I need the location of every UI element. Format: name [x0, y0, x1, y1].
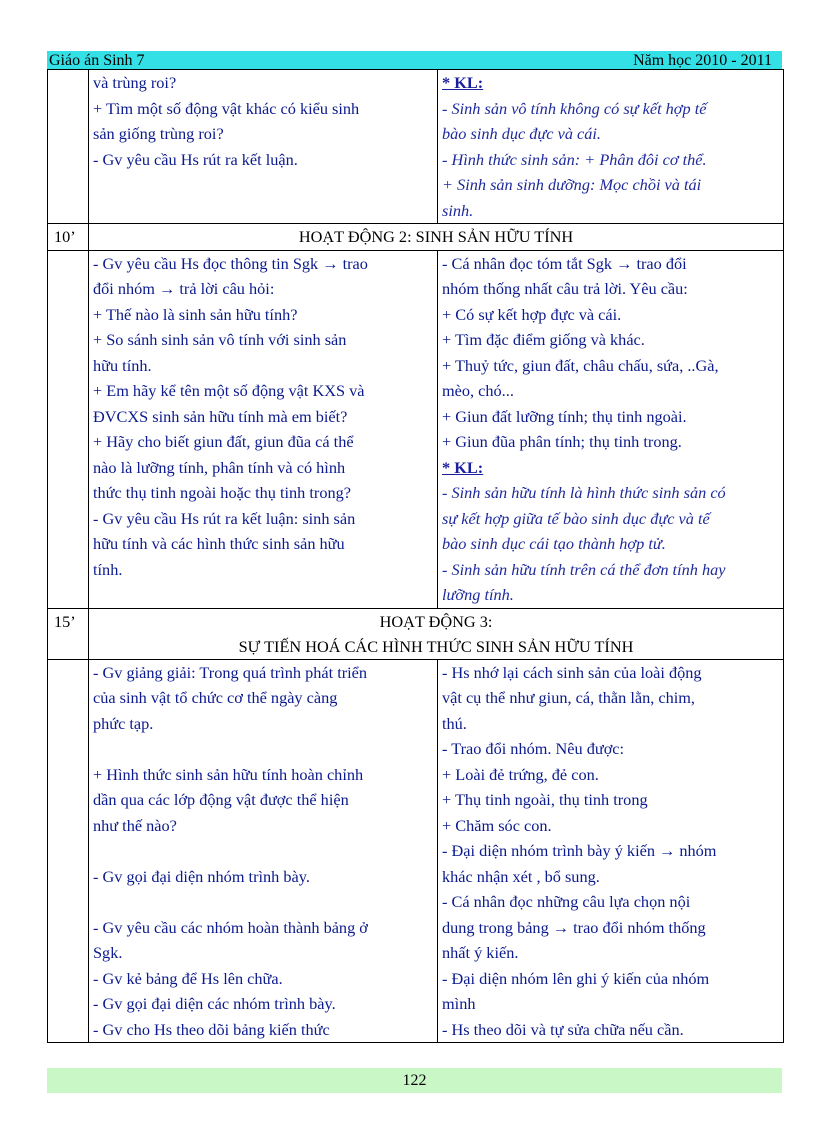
teacher-activity: - Gv yêu cầu Hs đọc thông tin Sgk → trao đổi nhóm → trả lời câu hỏi: + Thế nào là sinh sản hữu tính? + So sánh sinh sản vô tính với sinh sản hữu tính. + Em hãy kể tên một số động vật KXS và ĐVCXS sinh sản hữu tính mà em biết? + Hãy cho biết giun đất, giun đũa cá thể nào là lưỡng tính, phân tính và có hình thức thụ tinh ngoài hoặc thụ tinh trong? - Gv yêu cầu Hs rút ra kết luận: sinh sản hữu tính và các hình thức sinh sản hữu tính. — [89, 250, 438, 608]
header-subject: Giáo án Sinh 7 — [49, 52, 145, 69]
student-activity: - Hs nhớ lại cách sinh sản của loài động vật cụ thể như giun, cá, thằn lằn, chim, thú. - Trao đổi nhóm. Nêu được: + Loài đẻ trứng, đẻ con. + Thụ tinh ngoài, thụ tinh trong + Chăm sóc con. - Đại diện nhóm trình bày ý kiến → nhóm khác nhận xét , bổ sung. - Cá nhân đọc những câu lựa chọn nội dung trong bảng → trao đổi nhóm thống nhất ý kiến. - Đại diện nhóm lên ghi ý kiến của nhóm mình - Hs theo dõi và tự sửa chữa nếu cần. — [438, 659, 784, 1043]
table-row — [48, 250, 784, 608]
page-header — [47, 51, 782, 69]
duration: 15’ — [48, 608, 89, 659]
duration: 10’ — [48, 224, 89, 251]
page-number: 122 — [402, 1072, 427, 1089]
activity-title: HOẠT ĐỘNG 3: SỰ TIẾN HOÁ CÁC HÌNH THỨC SINH SẢN HỮU TÍNH — [89, 608, 784, 659]
activity-heading-row — [48, 608, 784, 659]
activity-heading-row — [48, 224, 784, 251]
header-school-year: Năm học 2010 - 2011 — [633, 52, 772, 69]
teacher-activity: - Gv giảng giải: Trong quá trình phát triển của sinh vật tổ chức cơ thể ngày càng phức tạp. + Hình thức sinh sản hữu tính hoàn chỉnh dần qua các lớp động vật được thể hiện như thế nào? - Gv gọi đại diện nhóm trình bày. - Gv yêu cầu các nhóm hoàn thành bảng ở Sgk. - Gv kẻ bảng để Hs lên chữa. - Gv gọi đại diện các nhóm trình bày. - Gv cho Hs theo dõi bảng kiến thức — [89, 659, 438, 1043]
conclusion-label: * KL: — [442, 457, 484, 477]
lesson-table — [47, 69, 784, 1043]
table-row — [48, 659, 784, 1043]
table-row — [48, 70, 784, 224]
teacher-activity: và trùng roi? + Tìm một số động vật khác có kiểu sinh sản giống trùng roi? - Gv yêu cầu Hs rút ra kết luận. — [89, 70, 438, 224]
student-activity: * KL: - Sinh sản vô tính không có sự kết hợp tế bào sinh dục đực và cái. - Hình thức sinh sản: + Phân đôi cơ thể. + Sinh sản sinh dưỡng: Mọc chồi và tái sinh. — [438, 70, 784, 224]
student-activity: - Cá nhân đọc tóm tắt Sgk → trao đổi nhóm thống nhất câu trả lời. Yêu cầu: + Có sự kết hợp đực và cái. + Tìm đặc điểm giống và khác. + Thuỷ tức, giun đất, châu chấu, sứa, ..Gà, mèo, chó... + Giun đất lưỡng tính; thụ tinh ngoài. + Giun đũa phân tính; thụ tinh trong. * KL: - Sinh sản hữu tính là hình thức sinh sản có sự kết hợp giữa tế bào sinh dục đực và tế bào sinh dục cái tạo thành hợp tử. - Sinh sản hữu tính trên cá thể đơn tính hay lưỡng tính. — [438, 250, 784, 608]
conclusion-label: * KL: — [442, 73, 484, 92]
activity-title: HOẠT ĐỘNG 2: SINH SẢN HỮU TÍNH — [89, 224, 784, 251]
page-footer — [47, 1068, 782, 1093]
